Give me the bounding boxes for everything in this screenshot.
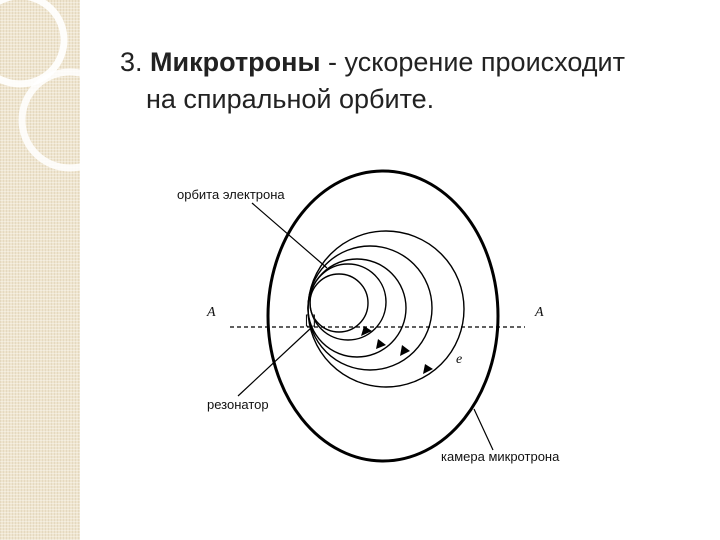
electron-orbit-3 — [308, 259, 406, 357]
orbit-arrow-3 — [400, 345, 410, 356]
electron-orbit-4 — [308, 246, 432, 370]
axis-label-right: А — [535, 305, 544, 320]
orbit-leader-line — [252, 203, 327, 268]
resonator-label: резонатор — [207, 397, 269, 412]
axis-label-left: А — [207, 305, 216, 320]
orbit-arrow-2 — [376, 339, 386, 349]
resonator-leader-line — [238, 328, 311, 396]
heading-line-2: на спиральной орбите. — [146, 84, 435, 114]
electron-orbit-1 — [310, 274, 368, 332]
resonator-bracket-label: [ ] — [305, 312, 316, 327]
heading-term: Микротроны — [150, 47, 321, 77]
chamber-label: камера микротрона — [441, 449, 560, 464]
heading-rest: - ускорение происходит — [320, 47, 625, 77]
electron-label: e — [456, 352, 463, 367]
heading-number: 3. — [120, 47, 143, 77]
orbit-label: орбита электрона — [177, 187, 285, 202]
chamber-leader-line — [474, 409, 493, 450]
